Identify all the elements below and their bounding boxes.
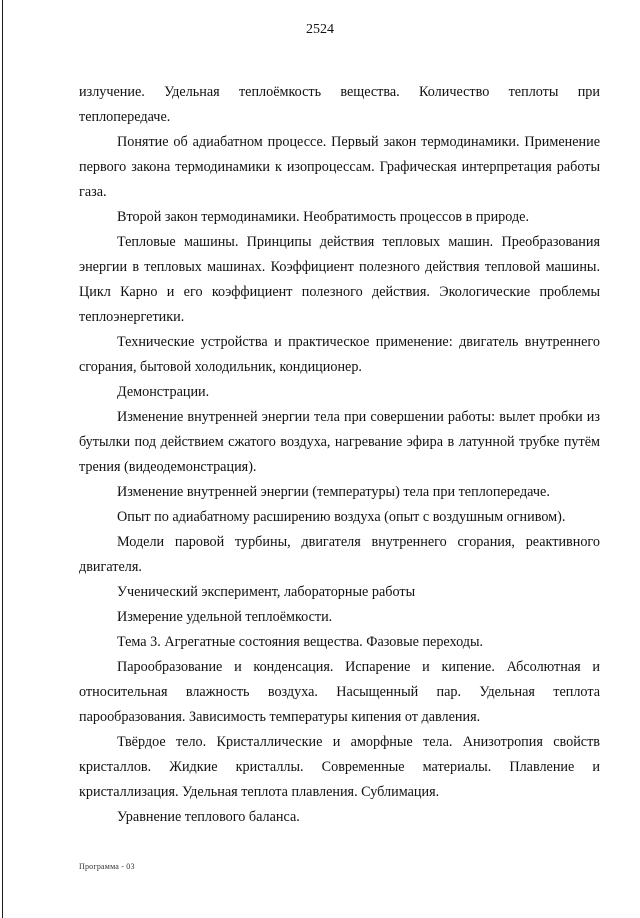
paragraph: Ученический эксперимент, лабораторные работы <box>117 584 416 600</box>
document-body <box>79 80 600 830</box>
section-heading: Тема 3. Агрегатные состояния вещества. Фазовые переходы. <box>117 634 484 650</box>
paragraph: Измерение удельной теплоёмкости. <box>117 609 333 625</box>
paragraph: Твёрдое тело. Кристаллические и аморфные тела. Анизотропия свойств кристаллов. Жидкие кристаллы. Современные материалы. Плавление и кристаллизация. Удельная теплота плавления. Сублимация. <box>79 734 600 800</box>
paragraph: Парообразование и конденсация. Испарение и кипение. Абсолютная и относительная влажность воздуха. Насыщенный пар. Удельная теплота парообразования. Зависимость температуры кипения от давления. <box>79 659 600 725</box>
paragraph: Опыт по адиабатному расширению воздуха (опыт с воздушным огнивом). <box>117 509 566 525</box>
paragraph: Технические устройства и практическое применение: двигатель внутреннего сгорания, бытовой холодильник, кондиционер. <box>79 334 600 375</box>
paragraph: Изменение внутренней энергии (температуры) тела при теплопередаче. <box>117 484 550 500</box>
paragraph: Тепловые машины. Принципы действия тепловых машин. Преобразования энергии в тепловых машинах. Коэффициент полезного действия тепловой машины. Цикл Карно и его коэффициент полезного действия. Экологические проблемы теплоэнергетики. <box>79 234 600 325</box>
paragraph: Изменение внутренней энергии тела при совершении работы: вылет пробки из бутылки под действием сжатого воздуха, нагревание эфира в латунной трубке путём трения (видеодемонстрация). <box>79 409 600 475</box>
paragraph: излучение. Удельная теплоёмкость вещества. Количество теплоты при теплопередаче. <box>79 84 600 125</box>
paragraph: Модели паровой турбины, двигателя внутреннего сгорания, реактивного двигателя. <box>79 534 600 575</box>
paragraph: Второй закон термодинамики. Необратимость процессов в природе. <box>117 209 530 225</box>
page-number: 2524 <box>306 22 334 37</box>
scan-edge-line <box>2 0 3 918</box>
footer-label: Программа - 03 <box>79 862 135 871</box>
paragraph: Понятие об адиабатном процессе. Первый закон термодинамики. Применение первого закона термодинамики к изопроцессам. Графическая интерпретация работы газа. <box>79 134 600 200</box>
paragraph: Уравнение теплового баланса. <box>117 809 300 825</box>
paragraph: Демонстрации. <box>117 384 210 400</box>
